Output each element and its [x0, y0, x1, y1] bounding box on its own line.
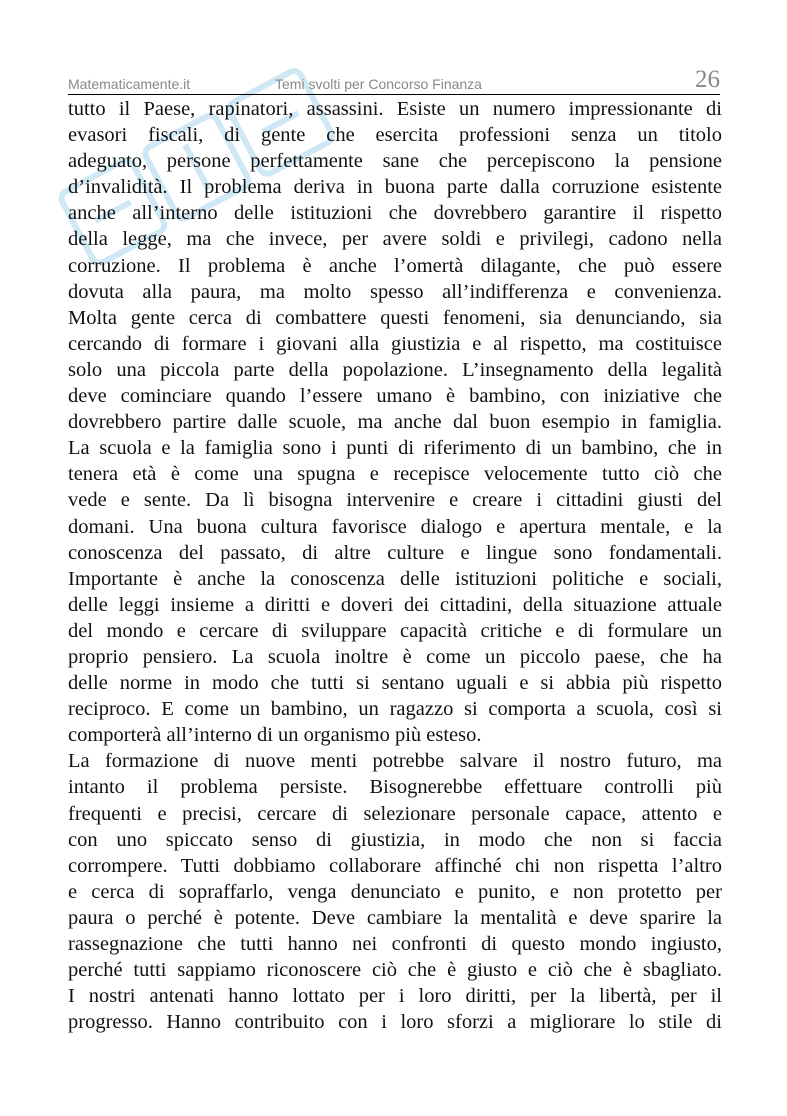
text-line: delle norme in modo che tutti si sentano uguali e si abbia più rispetto: [68, 672, 722, 695]
text-line: tenera età è come una spugna e recepisce velocemente tutto ciò che: [68, 463, 722, 486]
text-line: solo una piccola parte della popolazione. L’insegnamento della legalità: [68, 358, 722, 381]
text-line: perché tutti sappiamo riconoscere ciò che è giusto e ciò che è sbagliato.: [68, 959, 722, 982]
text-line: tutto il Paese, rapinatori, assassini. Esiste un numero impressionante di: [68, 98, 722, 120]
text-line: con uno spiccato senso di giustizia, in modo che non si faccia: [68, 828, 722, 851]
text-line: La formazione di nuove menti potrebbe salvare il nostro futuro, ma: [68, 750, 722, 773]
text-line: evasori fiscali, di gente che esercita professioni senza un titolo: [68, 124, 722, 147]
text-line: comporterà all’interno di un organismo più esteso.: [68, 724, 482, 747]
text-line: corrompere. Tutti dobbiamo collaborare affinché chi non rispetta l’altro: [68, 854, 722, 877]
text-line: paura o perché è potente. Deve cambiare la mentalità e deve sparire la: [68, 906, 722, 929]
text-line: rassegnazione che tutti hanno nei confronti di questo mondo ingiusto,: [68, 933, 722, 955]
text-line: frequenti e precisi, cercare di selezionare personale capace, attento e: [68, 802, 722, 825]
text-line: La scuola e la famiglia sono i punti di riferimento di un bambino, che in: [68, 437, 722, 460]
page-header: [68, 66, 720, 95]
text-line: adeguato, persone perfettamente sane che percepiscono la pensione: [68, 150, 722, 173]
text-line: deve cominciare quando l’essere umano è bambino, con iniziative che: [68, 385, 722, 408]
text-line: della legge, ma che invece, per avere soldi e privilegi, cadono nella: [68, 228, 722, 251]
text-line: domani. Una buona cultura favorisce dialogo e apertura mentale, e la: [68, 515, 722, 538]
text-line: del mondo e cercare di sviluppare capacità critiche e di formulare un: [68, 619, 722, 642]
text-line: e cerca di sopraffarlo, venga denunciato e punito, e non protetto per: [68, 880, 722, 903]
header-document-title: Temi svolti per Concorso Finanza: [275, 76, 482, 92]
text-line: conoscenza del passato, di altre culture e lingue sono fondamentali.: [68, 541, 722, 564]
text-line: proprio pensiero. La scuola inoltre è come un piccolo paese, che ha: [68, 645, 722, 668]
text-line: Importante è anche la conoscenza delle istituzioni politiche e sociali,: [68, 567, 722, 590]
text-line: intanto il problema persiste. Bisognerebbe effettuare controlli più: [68, 776, 722, 799]
text-line: delle leggi insieme a diritti e doveri dei cittadini, della situazione attuale: [68, 593, 722, 616]
text-line: anche all’interno delle istituzioni che dovrebbero garantire il rispetto: [68, 202, 722, 225]
text-line: dovrebbero partire dalle scuole, ma anche dal buon esempio in famiglia.: [68, 411, 722, 434]
text-line: Molta gente cerca di combattere questi fenomeni, sia denunciando, sia: [68, 306, 722, 329]
text-line: vede e sente. Da lì bisogna intervenire e creare i cittadini giusti del: [68, 489, 722, 512]
text-line: reciproco. E come un bambino, un ragazzo si comporta a scuola, così si: [68, 698, 722, 721]
text-line: progresso. Hanno contribuito con i loro sforzi a migliorare lo stile di: [68, 1011, 722, 1034]
text-line: cercando di formare i giovani alla giustizia e al rispetto, ma costituisce: [68, 332, 722, 355]
header-site-name: Matematicamente.it: [68, 76, 191, 92]
text-line: I nostri antenati hanno lottato per i loro diritti, per la libertà, per il: [68, 985, 722, 1008]
body-text: [68, 96, 722, 1035]
text-line: dovuta alla paura, ma molto spesso all’indifferenza e convenienza.: [68, 280, 722, 303]
text-line: d’invalidità. Il problema deriva in buona parte dalla corruzione esistente: [68, 176, 722, 199]
page-number: 26: [695, 66, 720, 93]
text-line: corruzione. Il problema è anche l’omertà dilagante, che può essere: [68, 254, 722, 277]
